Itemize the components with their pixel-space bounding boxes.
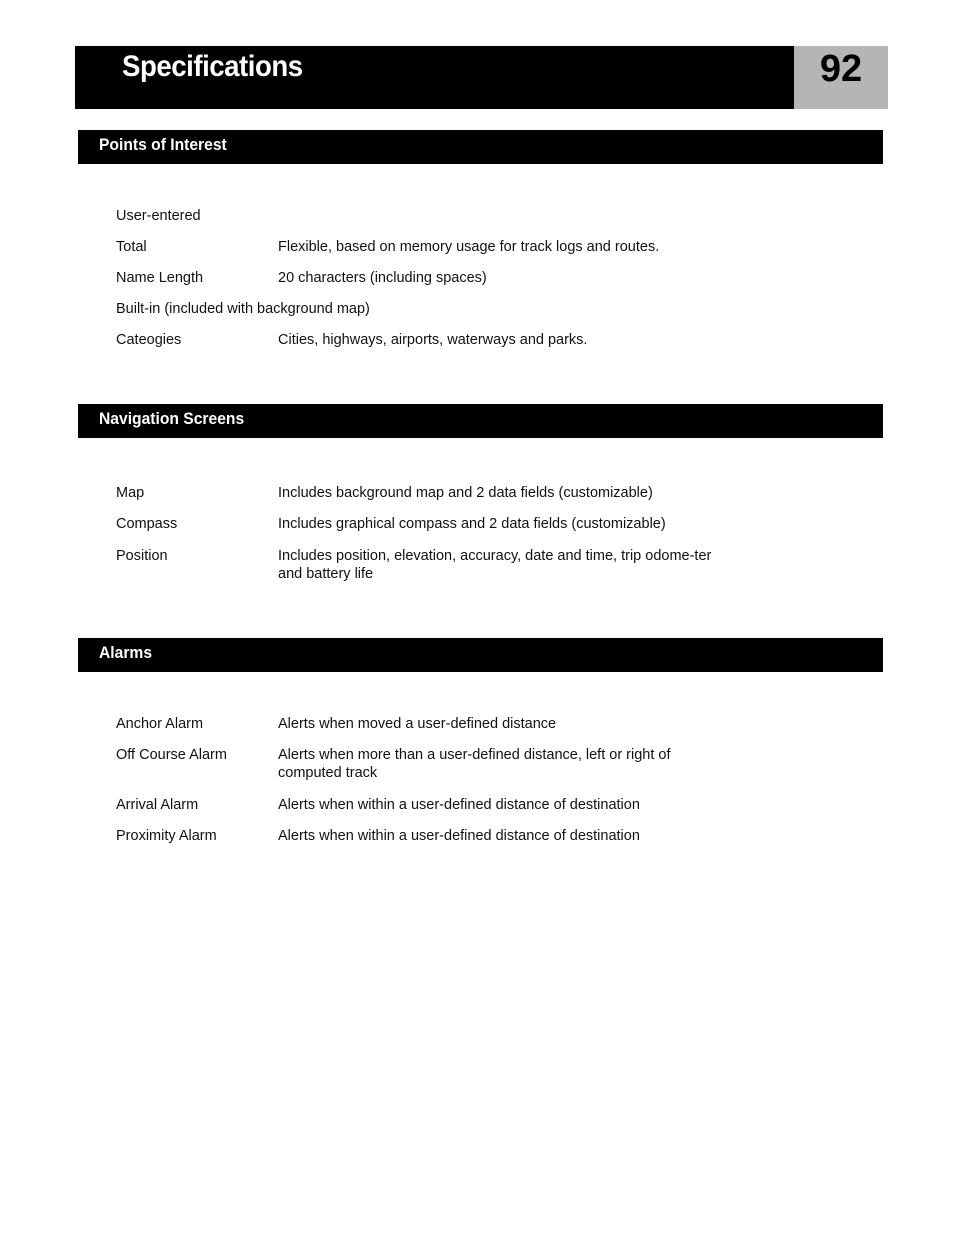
spec-label: Proximity Alarm	[116, 828, 217, 844]
spec-label: User-entered	[116, 208, 201, 224]
spec-value: Alerts when moved a user-defined distance	[278, 716, 557, 732]
spec-value: Includes background map and 2 data fields (customizable)	[278, 485, 653, 501]
page-title: Specifications	[122, 50, 303, 83]
spec-label: Arrival Alarm	[116, 797, 199, 813]
section-header-points-of-interest	[78, 130, 883, 164]
spec-label: Anchor Alarm	[116, 716, 204, 732]
spec-label: Built-in (included with background map)	[116, 301, 370, 317]
spec-value: Alerts when within a user-defined distance of destination	[278, 828, 640, 844]
spec-label: Position	[116, 548, 168, 564]
spec-label: Cateogies	[116, 332, 182, 348]
spec-value: Flexible, based on memory usage for track logs and routes.	[278, 239, 660, 255]
spec-label: Name Length	[116, 270, 204, 286]
section-header-alarms	[78, 638, 883, 672]
page-header-bar	[75, 46, 794, 109]
page-number: 92	[819, 48, 863, 90]
spec-value: Alerts when within a user-defined distance of destination	[278, 797, 640, 813]
spec-value: Cities, highways, airports, waterways and parks.	[278, 332, 588, 348]
spec-value: Includes graphical compass and 2 data fields (customizable)	[278, 516, 666, 532]
page-number-box	[794, 46, 888, 109]
spec-label: Compass	[116, 516, 178, 532]
section-title: Alarms	[99, 643, 153, 662]
section-header-navigation-screens	[78, 404, 883, 438]
section-title: Points of Interest	[99, 135, 227, 154]
section-title: Navigation Screens	[99, 409, 245, 428]
spec-value: Alerts when more than a user-defined distance, left or right of computed track	[278, 747, 671, 781]
spec-value: 20 characters (including spaces)	[278, 270, 487, 286]
spec-label: Off Course Alarm	[116, 747, 227, 763]
spec-label: Map	[116, 485, 145, 501]
spec-value: Includes position, elevation, accuracy, date and time, trip odome-ter and battery life	[278, 548, 712, 582]
spec-label: Total	[116, 239, 147, 255]
